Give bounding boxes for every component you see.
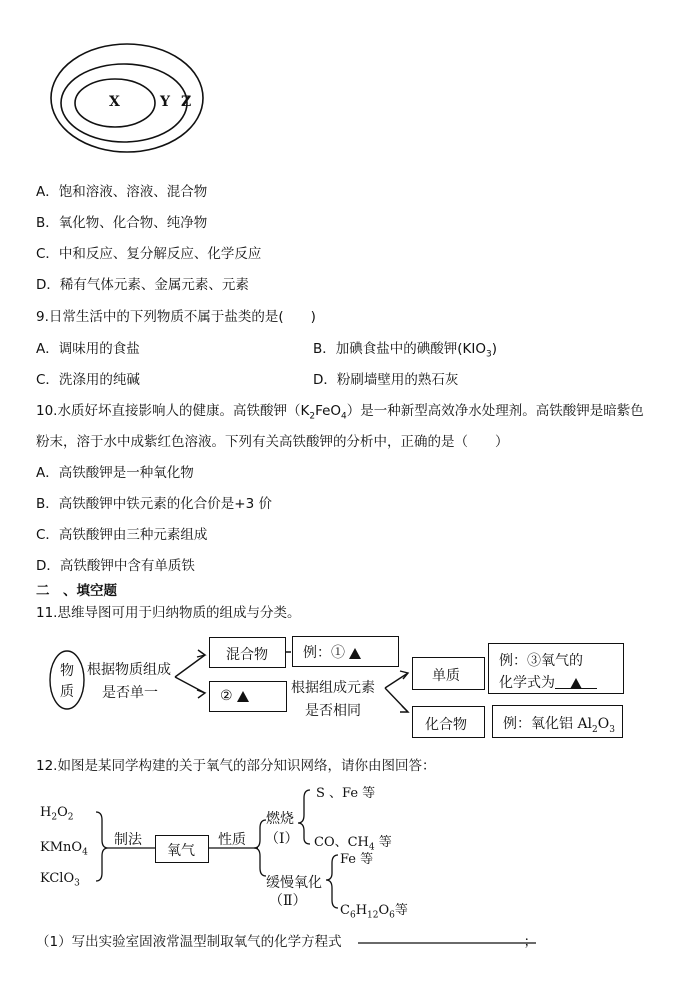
preparation-label: 制法 [114,832,142,848]
q12-connectors [96,790,536,943]
oxygen-box [155,835,209,863]
venn-label-x: X [109,94,120,110]
compound-label: 化合物 [425,717,467,733]
fe-etc-label: Fe 等 [340,852,374,867]
substance-label-2: 质 [60,684,74,700]
q10-stem-line2: 粉末，溶于水中成紫红色溶液。下列有关高铁酸钾的分析中，正确的是（ ） [36,434,509,450]
burn-brace [298,790,310,844]
slow-oxidation-label: 缓慢氧化 [266,875,322,891]
q8-option-b: B．氧化物、化合物、纯净物 [36,215,208,231]
basis2-line1: 根据组成元素 [291,680,375,696]
venn-label-z: Z [181,94,192,110]
burning-number: （Ⅰ） [265,831,299,847]
q12-sub1: （1）写出实验室固液常温型制取氧气的化学方程式 ； [36,934,538,950]
q10-option-d: D．高铁酸钾中含有单质铁 [36,558,195,574]
q10-option-c: C．高铁酸钾由三种元素组成 [36,527,208,543]
basis2-line2: 是否相同 [305,703,361,719]
section-heading: 二 、填空题 [36,583,117,599]
q8-option-c: C．中和反应、复分解反应、化学反应 [36,246,262,262]
q10-stem-line1: 10.水质好坏直接影响人的健康。高铁酸钾$(K_2FeO_4)$是一种新型高效净水处理剂。高铁酸钾是暗紫色 [36,403,644,422]
blank-triangle-icon [570,678,582,689]
element-label: 单质 [432,668,460,684]
compound-box [412,706,485,738]
q11-stem: 11.思维导图可用于归纳物质的组成与分类。 [36,605,301,621]
blank-triangle-icon [237,691,249,702]
slow-oxidation-number: （Ⅱ） [269,893,307,909]
example1-label: 例：① [303,645,345,661]
property-label: 性质 [218,832,246,848]
venn-label-y: Y [160,94,170,110]
q9-stem: 9.日常生活中的下列物质不属于盐类的是( ) [36,309,316,325]
mixture-box [209,637,286,668]
substance-label-1: 物 [60,663,74,679]
q9-option-b: B．加碘食盐中的碘酸钾$(KIO_3)$ [313,341,498,360]
slow-brace [326,855,338,908]
q9-option-d: D．粉刷墙壁用的熟石灰 [313,372,459,388]
s-fe-label: S 、Fe 等 [316,786,376,801]
q8-option-d: D．稀有气体元素、金属元素、元素 [36,277,249,293]
element-box [412,657,485,690]
pure-substance-label: ② [220,688,233,704]
example3-line1: 例：③氧气的 [499,653,583,669]
oxygen-label: 氧气 [167,843,195,859]
burning-label: 燃烧 [266,811,294,827]
glucose-label: $C_6H_{12}O_6$等 [340,903,408,921]
basis1-line2: 是否单一 [102,685,158,701]
kmno4-formula: KMnO$_4$ [40,840,88,858]
example4-label: 例：氧化铝 $Al_2O_3$ [503,716,615,735]
blank-triangle-icon [349,648,361,659]
example4-box [492,705,623,738]
q9-option-c: C．洗涤用的纯碱 [36,372,140,388]
example3-box [488,643,624,694]
co-ch4-label: CO、$CH_4$ 等 [314,835,392,853]
q9-option-a: A．调味用的食盐 [36,341,140,357]
example1-box [292,636,399,667]
kclo3-formula: KClO$_3$ [40,871,80,889]
q8-option-a: A．饱和溶液、溶液、混合物 [36,184,208,200]
example3-line2: 化学式为 [499,672,623,694]
basis1-line1: 根据物质组成 [87,662,171,678]
q12-stem: 12.如图是某同学构建的关于氧气的部分知识网络，请你由图回答： [36,758,436,774]
mixture-label: 混合物 [226,647,268,663]
h2o2-formula: $H_2O_2$ [40,805,74,823]
q10-option-a: A．高铁酸钾是一种氧化物 [36,465,194,481]
pure-substance-box [209,681,287,712]
left-brace [96,812,108,881]
q10-option-b: B．高铁酸钾中铁元素的化合价是+3 价 [36,496,272,512]
